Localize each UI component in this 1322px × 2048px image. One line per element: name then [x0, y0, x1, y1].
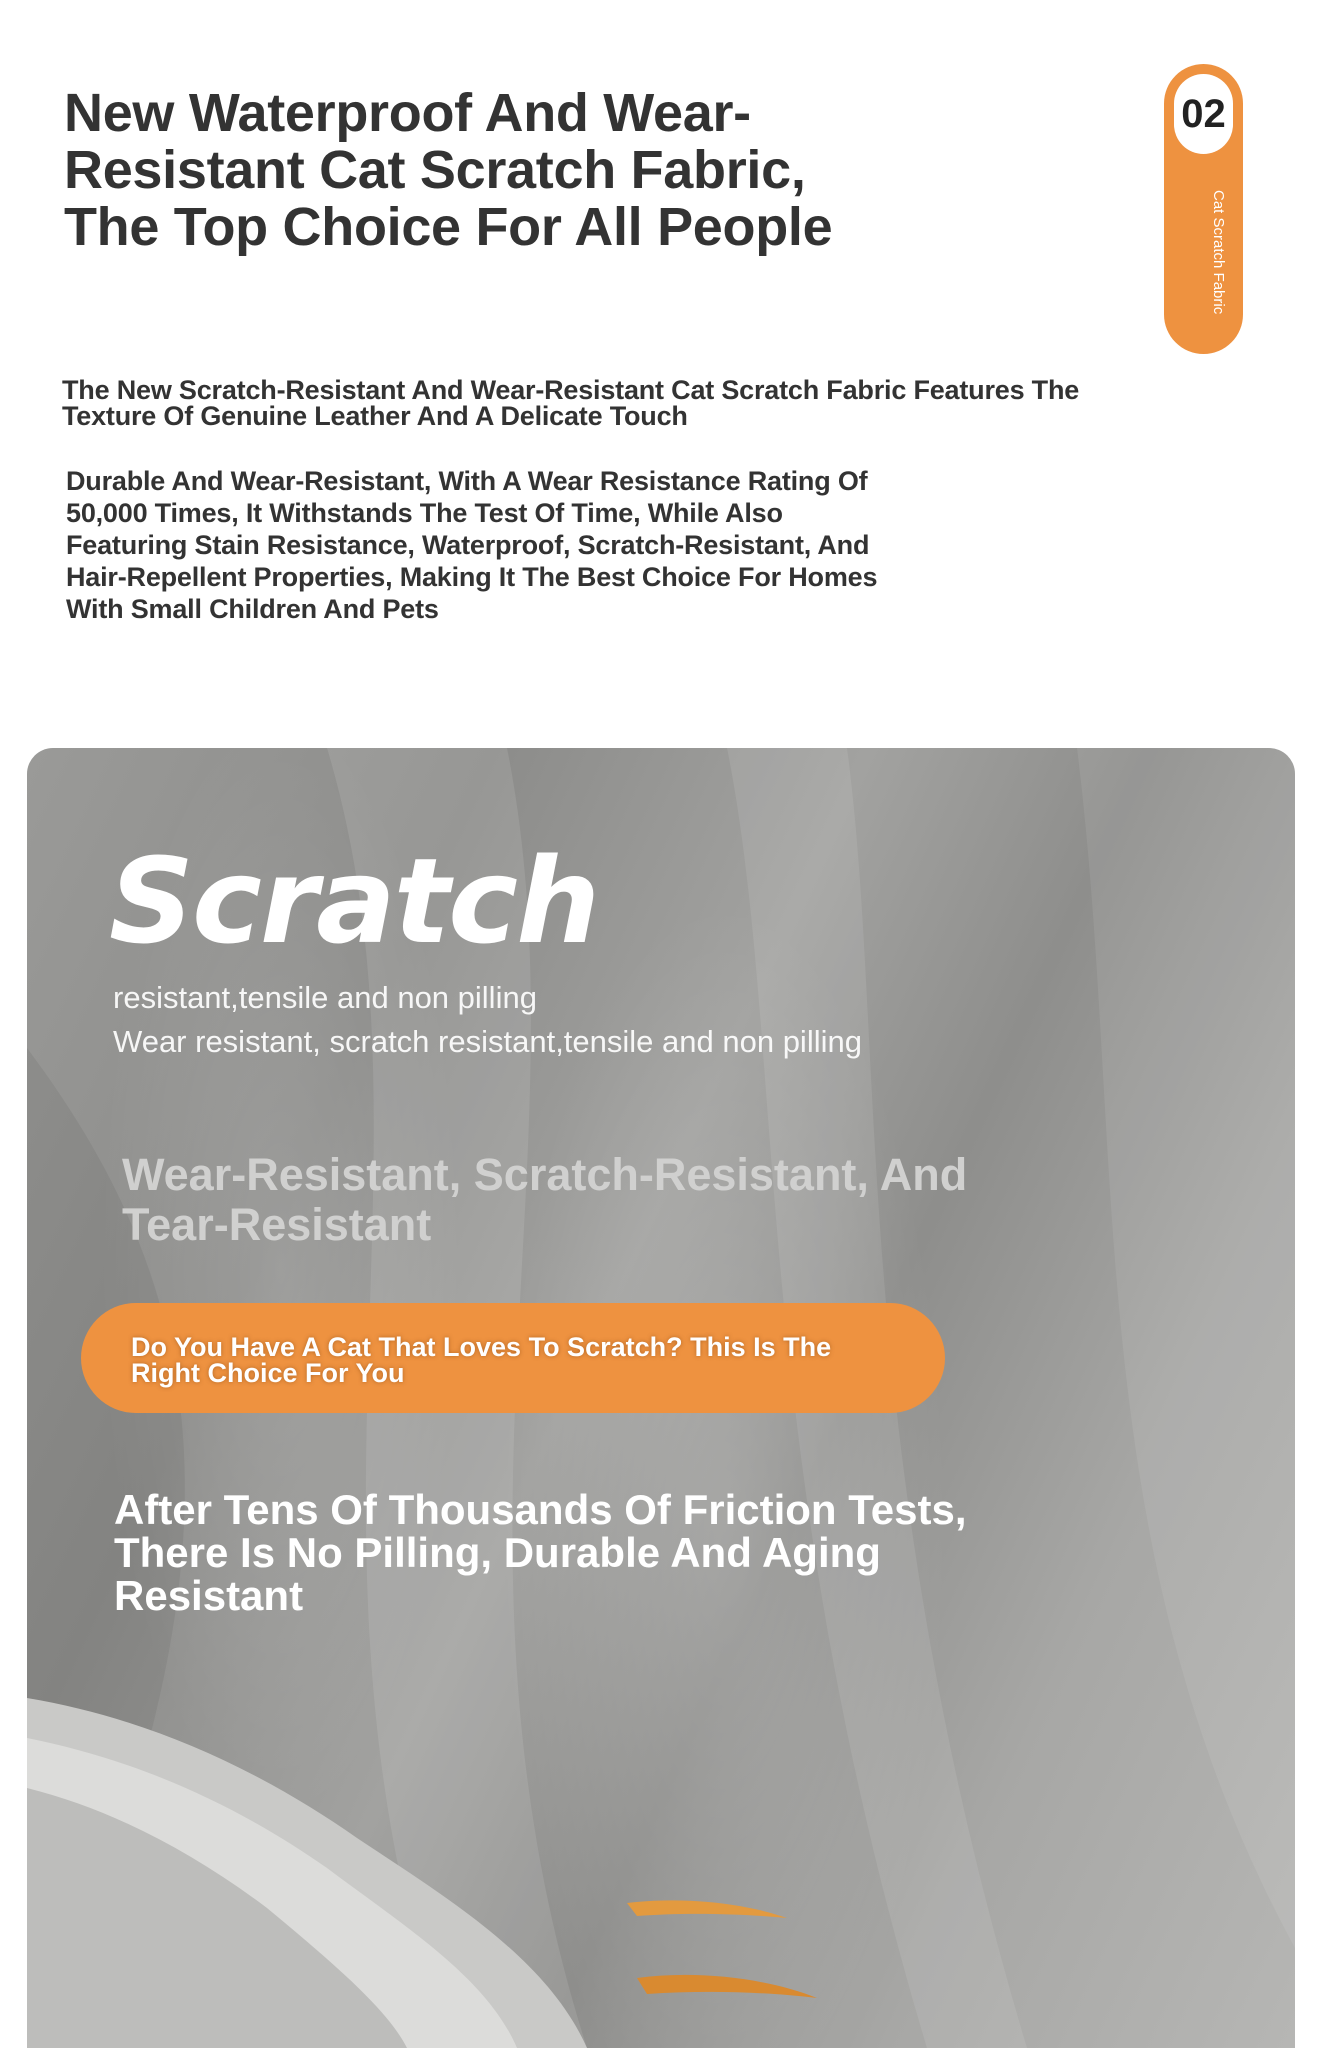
cta-text: Do You Have A Cat That Loves To Scratch? This Is The Right Choice For You [131, 1332, 832, 1388]
scratch-title: Scratch [109, 832, 599, 970]
section-label: Cat Scratch Fabric [1210, 190, 1227, 315]
page-title: New Waterproof And Wear-Resistant Cat Scratch Fabric, The Top Choice For All People [64, 83, 833, 257]
cta-pill [81, 1303, 945, 1413]
friction-text: After Tens Of Thousands Of Friction Tests, There Is No Pilling, Durable And Aging Resistant [114, 1486, 967, 1619]
section-badge [1164, 64, 1243, 354]
section-number: 02 [1174, 74, 1233, 154]
tagline-1: resistant,tensile and non pilling [113, 980, 537, 1015]
description: Durable And Wear-Resistant, With A Wear Resistance Rating Of 50,000 Times, It Withstands The Test Of Time, While Also Featuring Stain Resistance, Waterproof, Scratch-Resistant, And Hair-Repellent Properties, Making It The Best Choice For Homes With Small Children And Pets [66, 466, 878, 624]
cat-paw-illustration [27, 1678, 827, 2048]
subtitle: The New Scratch-Resistant And Wear-Resistant Cat Scratch Fabric Features The Texture Of Genuine Leather And A Delicate Touch [62, 375, 1080, 431]
fabric-banner [27, 748, 1295, 2048]
feature-heading: Wear-Resistant, Scratch-Resistant, And Tear-Resistant [122, 1149, 968, 1250]
tagline-2: Wear resistant, scratch resistant,tensile and non pilling [113, 1024, 862, 1059]
